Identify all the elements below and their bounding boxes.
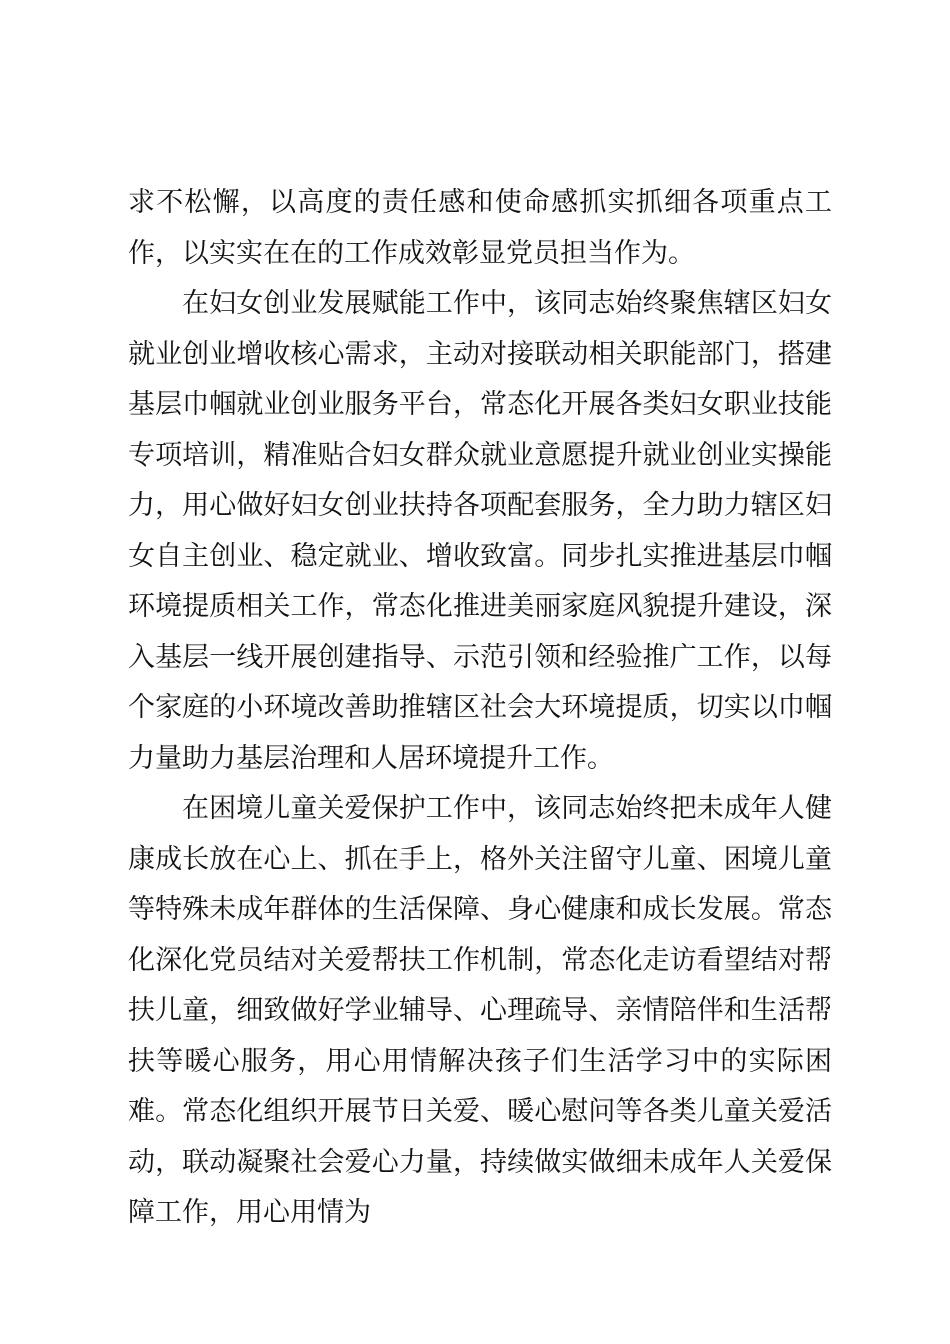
paragraph-children-care: 在困境儿童关爱保护工作中，该同志始终把未成年人健康成长放在心上、抓在手上，格外关注留守儿童、困境儿童等特殊未成年群体的生活保障、身心健康和成长发展。常态化深化党员结对关爱帮扶工作机制，常态化走访看望结对帮扶儿童，细致做好学业辅导、心理疏导、亲情陪伴和生活帮扶等暖心服务，用心用情解决孩子们生活学习中的实际困难。常态化组织开展节日关爱、暖心慰问等各类儿童关爱活动，联动凝聚社会爱心力量，持续做实做细未成年人关爱保障工作，用心用情为 [128, 793, 832, 1228]
document-body [128, 178, 832, 1239]
paragraph-continuation: 求不松懈，以高度的责任感和使命感抓实抓细各项重点工作，以实实在在的工作成效彰显党员担当作为。 [128, 187, 832, 269]
paragraph-women-entrepreneurship: 在妇女创业发展赋能工作中，该同志始终聚焦辖区妇女就业创业增收核心需求，主动对接联动相关职能部门，搭建基层巾帼就业创业服务平台，常态化开展各类妇女职业技能专项培训，精准贴合妇女群众就业意愿提升就业创业实操能力，用心做好妇女创业扶持各项配套服务，全力助力辖区妇女自主创业、稳定就业、增收致富。同步扎实推进基层巾帼环境提质相关工作，常态化推进美丽家庭风貌提升建设，深入基层一线开展创建指导、示范引领和经验推广工作，以每个家庭的小环境改善助推辖区社会大环境提质，切实以巾帼力量助力基层治理和人居环境提升工作。 [128, 288, 832, 774]
